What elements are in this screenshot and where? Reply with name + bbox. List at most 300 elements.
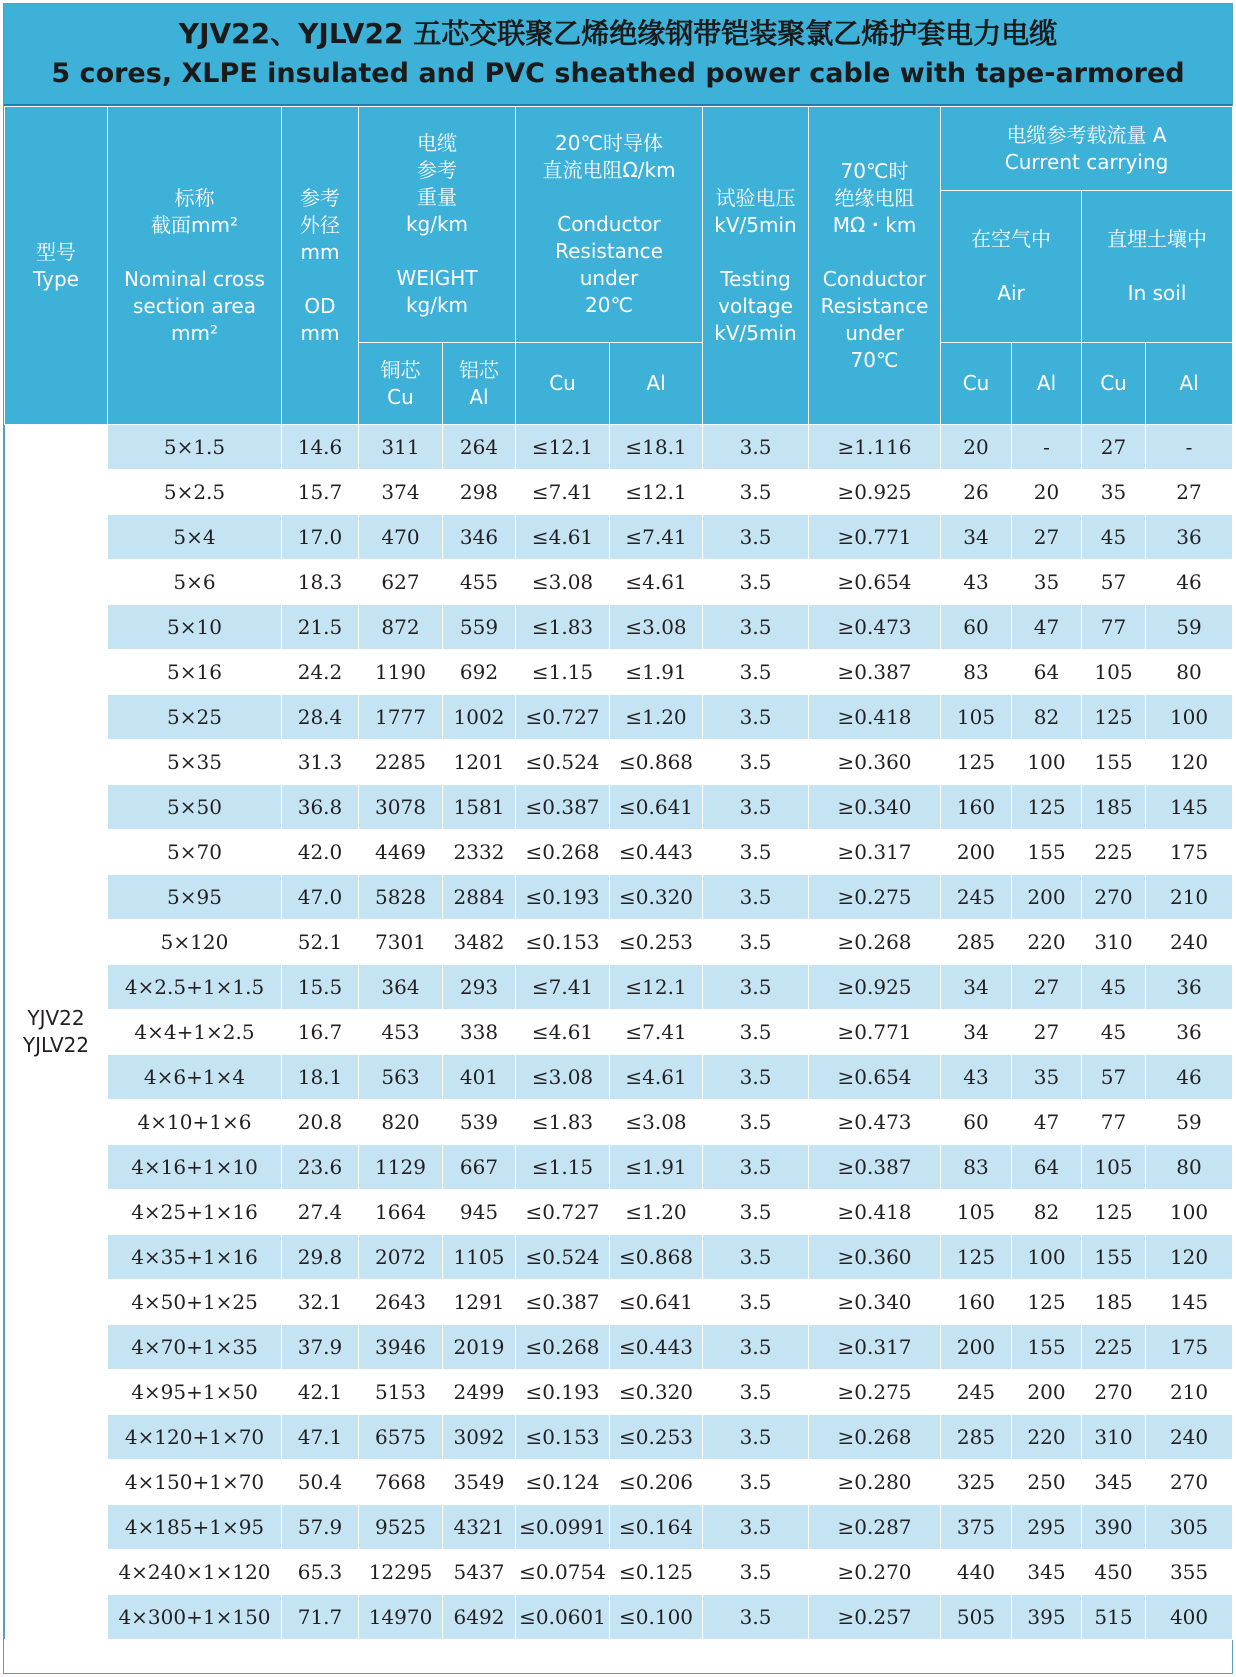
cell-weight-al: 1105 <box>443 1235 516 1280</box>
cell-soil-al: 270 <box>1146 1460 1233 1505</box>
header-line: voltage <box>718 293 793 318</box>
cell-weight-cu: 1129 <box>359 1145 443 1190</box>
cell-testing-voltage: 3.5 <box>703 1145 809 1190</box>
header-line: kg/km <box>405 293 469 317</box>
cell-testing-voltage: 3.5 <box>703 1055 809 1100</box>
table-row <box>5 920 1233 965</box>
cell-cross-section: 4×120+1×70 <box>108 1415 282 1460</box>
cell-air-cu: 160 <box>941 1280 1012 1325</box>
cell-cross-section: 5×2.5 <box>108 470 282 515</box>
title-english: 5 cores, XLPE insulated and PVC sheathed power cable with tape-armored <box>51 58 1185 89</box>
cell-od: 24.2 <box>282 650 359 695</box>
table-row <box>5 695 1233 740</box>
cell-soil-cu: 125 <box>1082 695 1146 740</box>
cell-air-al: 100 <box>1012 740 1082 785</box>
cell-air-cu: 245 <box>941 875 1012 920</box>
cell-od: 18.3 <box>282 560 359 605</box>
cell-air-cu: 60 <box>941 1100 1012 1145</box>
cell-testing-voltage: 3.5 <box>703 920 809 965</box>
cell-air-cu: 83 <box>941 1145 1012 1190</box>
cell-resistance-cu: ≤0.524 <box>516 740 610 785</box>
cell-resistance-al: ≤1.91 <box>610 1145 703 1190</box>
cell-resistance-al: ≤7.41 <box>610 1010 703 1055</box>
cell-od: 57.9 <box>282 1505 359 1550</box>
cell-weight-cu: 14970 <box>359 1595 443 1640</box>
cell-weight-cu: 12295 <box>359 1550 443 1595</box>
cell-air-al: 220 <box>1012 1415 1082 1460</box>
cell-resistance-al: ≤3.08 <box>610 1100 703 1145</box>
cell-resistance-cu: ≤12.1 <box>516 425 610 470</box>
header-line: Type <box>33 266 79 291</box>
cell-testing-voltage: 3.5 <box>703 1010 809 1055</box>
cell-insulation-resistance: ≥0.268 <box>809 920 941 965</box>
cell-weight-cu: 2072 <box>359 1235 443 1280</box>
cell-air-cu: 125 <box>941 740 1012 785</box>
cell-soil-cu: 57 <box>1082 1055 1146 1100</box>
cell-weight-al: 264 <box>443 425 516 470</box>
cell-testing-voltage: 3.5 <box>703 830 809 875</box>
cell-weight-cu: 7301 <box>359 920 443 965</box>
header-line <box>516 184 702 211</box>
cell-weight-al: 1581 <box>443 785 516 830</box>
cell-air-al: 64 <box>1012 650 1082 695</box>
cell-cross-section: 5×95 <box>108 875 282 920</box>
cell-air-al: 27 <box>1012 965 1082 1010</box>
header-conductor-resistance <box>516 107 703 343</box>
cell-weight-al: 298 <box>443 470 516 515</box>
cell-insulation-resistance: ≥0.270 <box>809 1550 941 1595</box>
cell-resistance-al: ≤7.41 <box>610 515 703 560</box>
cell-resistance-cu: ≤0.153 <box>516 1415 610 1460</box>
header-line: 铜芯 <box>380 357 421 382</box>
cell-soil-al: 120 <box>1146 1235 1233 1280</box>
cell-resistance-cu: ≤4.61 <box>516 1010 610 1055</box>
cell-weight-cu: 5828 <box>359 875 443 920</box>
cell-cross-section: 4×150+1×70 <box>108 1460 282 1505</box>
table-row <box>5 1100 1233 1145</box>
cell-od: 47.0 <box>282 875 359 920</box>
cell-insulation-resistance: ≥0.387 <box>809 1145 941 1190</box>
cell-testing-voltage: 3.5 <box>703 695 809 740</box>
cell-od: 52.1 <box>282 920 359 965</box>
cell-weight-al: 455 <box>443 560 516 605</box>
cell-weight-cu: 470 <box>359 515 443 560</box>
cell-testing-voltage: 3.5 <box>703 1415 809 1460</box>
cell-resistance-cu: ≤0.524 <box>516 1235 610 1280</box>
cell-air-cu: 245 <box>941 1370 1012 1415</box>
cell-resistance-al: ≤1.20 <box>610 695 703 740</box>
cell-soil-al: 175 <box>1146 830 1233 875</box>
cell-resistance-al: ≤1.91 <box>610 650 703 695</box>
cell-resistance-al: ≤0.868 <box>610 740 703 785</box>
header-line: Nominal cross <box>124 266 265 291</box>
header-line: 型号 <box>36 239 76 264</box>
cell-od: 27.4 <box>282 1190 359 1235</box>
cell-cross-section: 4×70+1×35 <box>108 1325 282 1370</box>
header-od <box>282 107 359 425</box>
cell-insulation-resistance: ≥0.418 <box>809 1190 941 1235</box>
cell-testing-voltage: 3.5 <box>703 1100 809 1145</box>
table-row <box>5 1055 1233 1100</box>
cell-insulation-resistance: ≥0.925 <box>809 470 941 515</box>
header-weight-cu <box>359 343 443 425</box>
cell-soil-cu: 105 <box>1082 650 1146 695</box>
header-line: mm <box>300 320 340 345</box>
cell-od: 14.6 <box>282 425 359 470</box>
cell-cross-section: 4×50+1×25 <box>108 1280 282 1325</box>
cell-od: 47.1 <box>282 1415 359 1460</box>
cell-air-al: 345 <box>1012 1550 1082 1595</box>
cell-resistance-cu: ≤0.727 <box>516 695 610 740</box>
header-line: WEIGHT <box>396 266 478 290</box>
cell-testing-voltage: 3.5 <box>703 1325 809 1370</box>
cell-weight-cu: 6575 <box>359 1415 443 1460</box>
cell-air-cu: 83 <box>941 650 1012 695</box>
cell-soil-al: 210 <box>1146 875 1233 920</box>
cell-weight-cu: 4469 <box>359 830 443 875</box>
table-row <box>5 740 1233 785</box>
cell-air-cu: 285 <box>941 920 1012 965</box>
cell-insulation-resistance: ≥0.418 <box>809 695 941 740</box>
cell-cross-section: 4×300+1×150 <box>108 1595 282 1640</box>
cell-insulation-resistance: ≥0.340 <box>809 785 941 830</box>
cell-insulation-resistance: ≥0.360 <box>809 740 941 785</box>
cell-weight-al: 3482 <box>443 920 516 965</box>
header-line: 在空气中 <box>971 227 1052 251</box>
header-line: under <box>579 266 639 290</box>
cell-od: 71.7 <box>282 1595 359 1640</box>
table-row <box>5 605 1233 650</box>
table-row <box>5 830 1233 875</box>
header-line: In soil <box>1127 281 1187 305</box>
cell-testing-voltage: 3.5 <box>703 1190 809 1235</box>
cell-air-al: 47 <box>1012 1100 1082 1145</box>
cell-insulation-resistance: ≥0.387 <box>809 650 941 695</box>
header-line <box>359 238 515 265</box>
header-line: kV/5min <box>714 320 797 345</box>
cell-soil-al: 120 <box>1146 740 1233 785</box>
header-line: mm² <box>171 320 218 345</box>
cell-weight-al: 1201 <box>443 740 516 785</box>
cell-soil-cu: 77 <box>1082 605 1146 650</box>
cell-od: 50.4 <box>282 1460 359 1505</box>
header-insulation-resistance <box>809 107 941 425</box>
type-label: YJLV22 <box>22 1033 90 1057</box>
cell-air-cu: 105 <box>941 695 1012 740</box>
cell-air-cu: 43 <box>941 560 1012 605</box>
cell-resistance-cu: ≤1.83 <box>516 1100 610 1145</box>
cell-insulation-resistance: ≥0.317 <box>809 830 941 875</box>
cell-resistance-cu: ≤0.193 <box>516 875 610 920</box>
cell-insulation-resistance: ≥0.654 <box>809 1055 941 1100</box>
cell-air-cu: 34 <box>941 965 1012 1010</box>
cell-resistance-cu: ≤1.15 <box>516 1145 610 1190</box>
cell-weight-al: 4321 <box>443 1505 516 1550</box>
cell-od: 16.7 <box>282 1010 359 1055</box>
cell-cross-section: 4×25+1×16 <box>108 1190 282 1235</box>
cell-resistance-al: ≤0.253 <box>610 1415 703 1460</box>
cell-air-al: 35 <box>1012 560 1082 605</box>
cell-resistance-al: ≤0.641 <box>610 785 703 830</box>
cell-soil-cu: 310 <box>1082 920 1146 965</box>
cell-soil-cu: 270 <box>1082 875 1146 920</box>
cell-air-al: 395 <box>1012 1595 1082 1640</box>
header-line <box>941 253 1081 280</box>
header-line: 外径 <box>300 212 340 237</box>
cell-resistance-al: ≤0.100 <box>610 1595 703 1640</box>
cell-air-al: 125 <box>1012 1280 1082 1325</box>
cell-soil-al: 27 <box>1146 470 1233 515</box>
cell-insulation-resistance: ≥0.473 <box>809 1100 941 1145</box>
cell-weight-cu: 2643 <box>359 1280 443 1325</box>
header-line: 铝芯 <box>459 357 499 382</box>
cell-resistance-cu: ≤0.124 <box>516 1460 610 1505</box>
header-line: 重量 <box>417 185 457 209</box>
header-line: 20℃ <box>585 293 633 317</box>
table-row <box>5 1145 1233 1190</box>
cell-od: 65.3 <box>282 1550 359 1595</box>
cell-resistance-cu: ≤1.83 <box>516 605 610 650</box>
cell-soil-cu: 45 <box>1082 515 1146 560</box>
cell-resistance-al: ≤0.641 <box>610 1280 703 1325</box>
cell-od: 17.0 <box>282 515 359 560</box>
header-line: 20℃时导体 <box>555 131 663 155</box>
cell-soil-al: 100 <box>1146 695 1233 740</box>
cell-soil-cu: 57 <box>1082 560 1146 605</box>
title-chinese: YJV22、YJLV22 五芯交联聚乙烯绝缘钢带铠装聚氯乙烯护套电力电缆 <box>178 17 1058 50</box>
cell-testing-voltage: 3.5 <box>703 560 809 605</box>
cell-weight-cu: 3946 <box>359 1325 443 1370</box>
cell-cross-section: 5×10 <box>108 605 282 650</box>
cell-weight-cu: 1190 <box>359 650 443 695</box>
cell-od: 18.1 <box>282 1055 359 1100</box>
cell-weight-al: 2019 <box>443 1325 516 1370</box>
header-line: Air <box>997 281 1025 305</box>
cell-insulation-resistance: ≥0.268 <box>809 1415 941 1460</box>
cell-soil-al: 59 <box>1146 1100 1233 1145</box>
cell-soil-al: 59 <box>1146 605 1233 650</box>
cell-od: 29.8 <box>282 1235 359 1280</box>
header-line: 直埋土壤中 <box>1107 227 1208 251</box>
cell-air-cu: 125 <box>941 1235 1012 1280</box>
cell-air-cu: 200 <box>941 1325 1012 1370</box>
cell-weight-al: 667 <box>443 1145 516 1190</box>
cell-od: 20.8 <box>282 1100 359 1145</box>
cell-testing-voltage: 3.5 <box>703 875 809 920</box>
cell-air-cu: 375 <box>941 1505 1012 1550</box>
header-line: Resistance <box>555 239 663 263</box>
cell-air-cu: 43 <box>941 1055 1012 1100</box>
header-line: Al <box>469 384 489 409</box>
cell-od: 21.5 <box>282 605 359 650</box>
header-line: 电缆 <box>417 131 457 155</box>
header-line: 70℃时 <box>840 158 909 183</box>
header-weight <box>359 107 516 343</box>
cell-weight-cu: 5153 <box>359 1370 443 1415</box>
header-line: MΩ・km <box>832 212 917 237</box>
table-row <box>5 1595 1233 1640</box>
header-line: Current carrying <box>1004 149 1169 174</box>
cell-resistance-cu: ≤0.387 <box>516 785 610 830</box>
header-line: Cu <box>387 384 414 409</box>
cell-soil-al: 175 <box>1146 1325 1233 1370</box>
cell-soil-al: 80 <box>1146 650 1233 695</box>
header-line <box>108 239 281 266</box>
cell-soil-cu: 450 <box>1082 1550 1146 1595</box>
cell-cross-section: 4×95+1×50 <box>108 1370 282 1415</box>
cell-cross-section: 5×16 <box>108 650 282 695</box>
cell-soil-cu: 225 <box>1082 1325 1146 1370</box>
cell-air-al: 47 <box>1012 605 1082 650</box>
cell-weight-al: 945 <box>443 1190 516 1235</box>
cell-testing-voltage: 3.5 <box>703 1280 809 1325</box>
title-bar <box>4 4 1232 106</box>
header-line: kg/km <box>405 212 469 236</box>
cell-soil-al: 400 <box>1146 1595 1233 1640</box>
cell-od: 28.4 <box>282 695 359 740</box>
cell-soil-cu: 155 <box>1082 740 1146 785</box>
header-air-al: Al <box>1012 343 1082 425</box>
header-resistance-al: Al <box>610 343 703 425</box>
header-line: 绝缘电阻 <box>834 185 915 210</box>
cell-soil-al: 210 <box>1146 1370 1233 1415</box>
cell-resistance-cu: ≤3.08 <box>516 560 610 605</box>
cell-resistance-cu: ≤0.153 <box>516 920 610 965</box>
cell-od: 42.1 <box>282 1370 359 1415</box>
header-line: 试验电压 <box>715 185 796 210</box>
cell-cross-section: 5×4 <box>108 515 282 560</box>
cell-soil-al: 240 <box>1146 920 1233 965</box>
cell-testing-voltage: 3.5 <box>703 1505 809 1550</box>
header-line: 参考 <box>300 185 340 210</box>
cell-soil-al: 305 <box>1146 1505 1233 1550</box>
cell-insulation-resistance: ≥0.287 <box>809 1505 941 1550</box>
table-row <box>5 470 1233 515</box>
cell-air-cu: 440 <box>941 1550 1012 1595</box>
cell-air-al: 64 <box>1012 1145 1082 1190</box>
header-weight-al <box>443 343 516 425</box>
cell-resistance-al: ≤12.1 <box>610 965 703 1010</box>
cell-testing-voltage: 3.5 <box>703 650 809 695</box>
cell-resistance-al: ≤0.206 <box>610 1460 703 1505</box>
header-line <box>282 266 358 293</box>
cell-air-cu: 26 <box>941 470 1012 515</box>
table-row <box>5 1550 1233 1595</box>
cell-weight-cu: 627 <box>359 560 443 605</box>
cell-weight-cu: 872 <box>359 605 443 650</box>
header-line: Resistance <box>820 293 929 318</box>
cell-resistance-al: ≤4.61 <box>610 560 703 605</box>
cell-cross-section: 5×6 <box>108 560 282 605</box>
cell-insulation-resistance: ≥0.925 <box>809 965 941 1010</box>
header-line: mm <box>300 239 340 264</box>
cell-soil-cu: 515 <box>1082 1595 1146 1640</box>
cell-resistance-cu: ≤7.41 <box>516 965 610 1010</box>
cell-insulation-resistance: ≥0.317 <box>809 1325 941 1370</box>
table-row <box>5 1325 1233 1370</box>
cell-resistance-cu: ≤0.0601 <box>516 1595 610 1640</box>
cell-weight-cu: 563 <box>359 1055 443 1100</box>
cell-weight-al: 692 <box>443 650 516 695</box>
cell-air-al: 27 <box>1012 1010 1082 1055</box>
table-row <box>5 875 1233 920</box>
cell-od: 31.3 <box>282 740 359 785</box>
cell-resistance-al: ≤0.320 <box>610 1370 703 1415</box>
cell-weight-al: 2332 <box>443 830 516 875</box>
cell-resistance-al: ≤4.61 <box>610 1055 703 1100</box>
cell-weight-al: 3549 <box>443 1460 516 1505</box>
cell-air-al: - <box>1012 425 1082 470</box>
cell-testing-voltage: 3.5 <box>703 515 809 560</box>
cell-air-al: 295 <box>1012 1505 1082 1550</box>
cell-cross-section: 4×4+1×2.5 <box>108 1010 282 1055</box>
cell-air-al: 27 <box>1012 515 1082 560</box>
cell-resistance-cu: ≤0.0991 <box>516 1505 610 1550</box>
cell-od: 36.8 <box>282 785 359 830</box>
header-line: Conductor <box>557 212 661 236</box>
table-row <box>5 1415 1233 1460</box>
header-line: 截面mm² <box>151 212 238 237</box>
cell-resistance-al: ≤0.443 <box>610 830 703 875</box>
cell-resistance-cu: ≤0.727 <box>516 1190 610 1235</box>
cell-soil-cu: 105 <box>1082 1145 1146 1190</box>
cell-soil-al: 240 <box>1146 1415 1233 1460</box>
header-line: Conductor <box>822 266 927 291</box>
cell-resistance-cu: ≤1.15 <box>516 650 610 695</box>
header-air-cu: Cu <box>941 343 1012 425</box>
cell-insulation-resistance: ≥1.116 <box>809 425 941 470</box>
cell-soil-al: 36 <box>1146 1010 1233 1055</box>
cell-resistance-cu: ≤3.08 <box>516 1055 610 1100</box>
cell-insulation-resistance: ≥0.771 <box>809 515 941 560</box>
cell-soil-cu: 45 <box>1082 1010 1146 1055</box>
cell-air-cu: 325 <box>941 1460 1012 1505</box>
cell-insulation-resistance: ≥0.257 <box>809 1595 941 1640</box>
cell-air-al: 220 <box>1012 920 1082 965</box>
cell-resistance-al: ≤0.125 <box>610 1550 703 1595</box>
cell-od: 23.6 <box>282 1145 359 1190</box>
cell-resistance-al: ≤0.253 <box>610 920 703 965</box>
cell-insulation-resistance: ≥0.275 <box>809 1370 941 1415</box>
header-soil-al: Al <box>1146 343 1233 425</box>
cell-weight-al: 559 <box>443 605 516 650</box>
cell-cross-section: 4×6+1×4 <box>108 1055 282 1100</box>
cell-resistance-al: ≤0.443 <box>610 1325 703 1370</box>
cell-cross-section: 5×1.5 <box>108 425 282 470</box>
header-line: 直流电阻Ω/km <box>542 158 676 182</box>
cell-cross-section: 5×35 <box>108 740 282 785</box>
cell-air-al: 155 <box>1012 1325 1082 1370</box>
table-row <box>5 650 1233 695</box>
cell-air-cu: 285 <box>941 1415 1012 1460</box>
table-row <box>5 965 1233 1010</box>
cell-weight-al: 3092 <box>443 1415 516 1460</box>
cell-air-cu: 34 <box>941 1010 1012 1055</box>
cell-resistance-cu: ≤4.61 <box>516 515 610 560</box>
cell-soil-cu: 125 <box>1082 1190 1146 1235</box>
cell-soil-cu: 185 <box>1082 785 1146 830</box>
cell-testing-voltage: 3.5 <box>703 605 809 650</box>
cell-resistance-cu: ≤7.41 <box>516 470 610 515</box>
cell-air-al: 200 <box>1012 1370 1082 1415</box>
cell-weight-cu: 311 <box>359 425 443 470</box>
table-row <box>5 785 1233 830</box>
table-row <box>5 560 1233 605</box>
cell-od: 15.5 <box>282 965 359 1010</box>
cell-insulation-resistance: ≥0.473 <box>809 605 941 650</box>
cell-air-al: 20 <box>1012 470 1082 515</box>
cell-insulation-resistance: ≥0.340 <box>809 1280 941 1325</box>
